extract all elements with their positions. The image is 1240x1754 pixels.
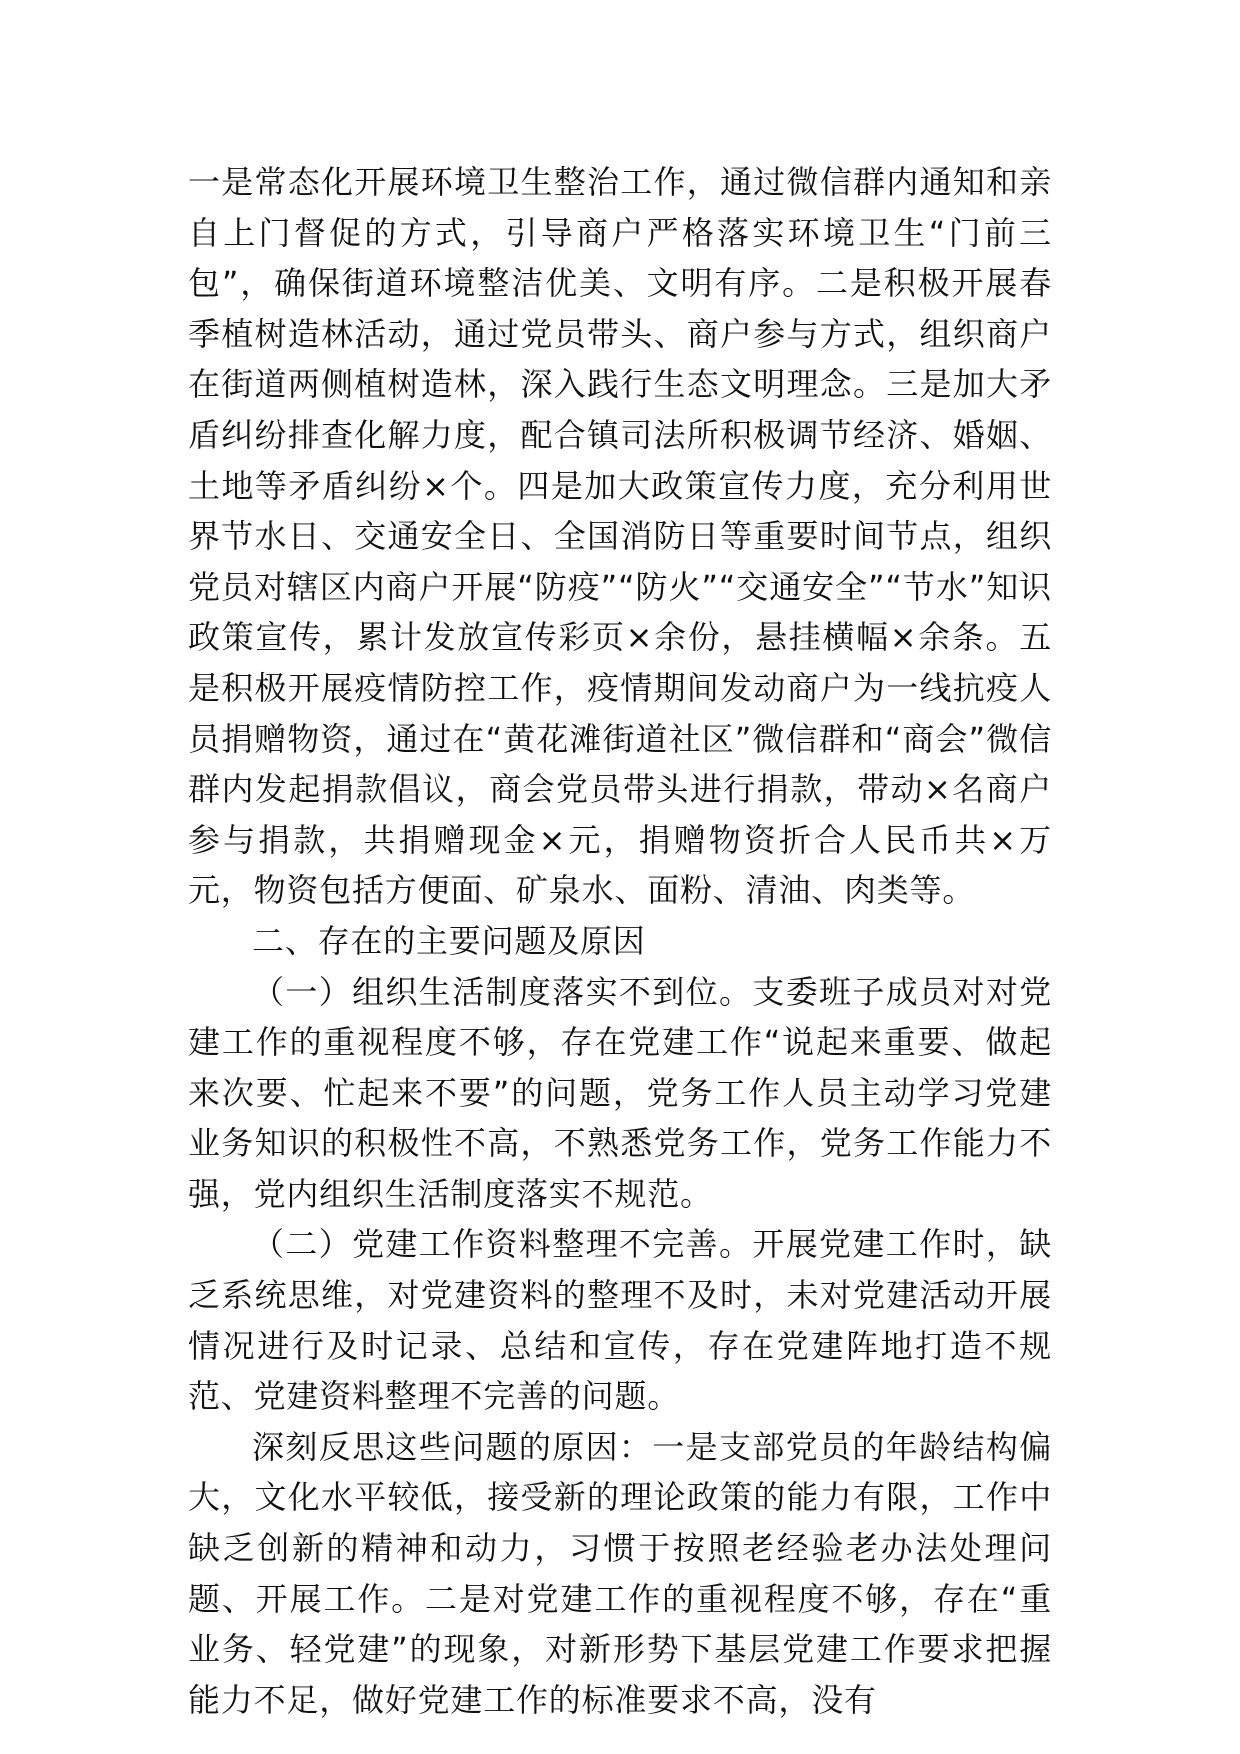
paragraph-problem-2: （二）党建工作资料整理不完善。开展党建工作时，缺乏系统思维，对党建资料的整理不及时，未对党建活动开展情况进行及时记录、总结和宣传，存在党建阵地打造不规范、党建资料整理不完善的问题。: [188, 1225, 1052, 1416]
document-body: [188, 157, 1052, 1725]
section-heading-problems: 二、存在的主要问题及原因: [252, 921, 646, 960]
paragraph-problem-1: （一）组织生活制度落实不到位。支委班子成员对对党建工作的重视程度不够，存在党建工作“说起来重要、做起来次要、忙起来不要”的问题，党务工作人员主动学习党建业务知识的积极性不高，不熟悉党务工作，党务工作能力不强，党内组织生活制度落实不规范。: [188, 972, 1052, 1213]
paragraph-work-summary: 一是常态化开展环境卫生整治工作，通过微信群内通知和亲自上门督促的方式，引导商户严格落实环境卫生“门前三包”，确保街道环境整洁优美、文明有序。二是积极开展春季植树造林活动，通过党员带头、商户参与方式，组织商户在街道两侧植树造林，深入践行生态文明理念。三是加大矛盾纠纷排查化解力度，配合镇司法所积极调节经济、婚姻、土地等矛盾纠纷×个。四是加大政策宣传力度，充分利用世界节水日、交通安全日、全国消防日等重要时间节点，组织党员对辖区内商户开展“防疫”“防火”“交通安全”“节水”知识政策宣传，累计发放宣传彩页×余份，悬挂横幅×余条。五是积极开展疫情防控工作，疫情期间发动商户为一线抗疫人员捐赠物资，通过在“黄花滩街道社区”微信群和“商会”微信群内发起捐款倡议，商会党员带头进行捐款，带动×名商户参与捐款，共捐赠现金×元，捐赠物资折合人民币共×万元，物资包括方便面、矿泉水、面粉、清油、肉类等。: [188, 163, 1052, 910]
paragraph-reasons: 深刻反思这些问题的原因：一是支部党员的年龄结构偏大，文化水平较低，接受新的理论政策的能力有限，工作中缺乏创新的精神和动力，习惯于按照老经验老办法处理问题、开展工作。二是对党建工作的重视程度不够，存在“重业务、轻党建”的现象，对新形势下基层党建工作要求把握能力不足，做好党建工作的标准要求不高，没有: [188, 1427, 1052, 1719]
